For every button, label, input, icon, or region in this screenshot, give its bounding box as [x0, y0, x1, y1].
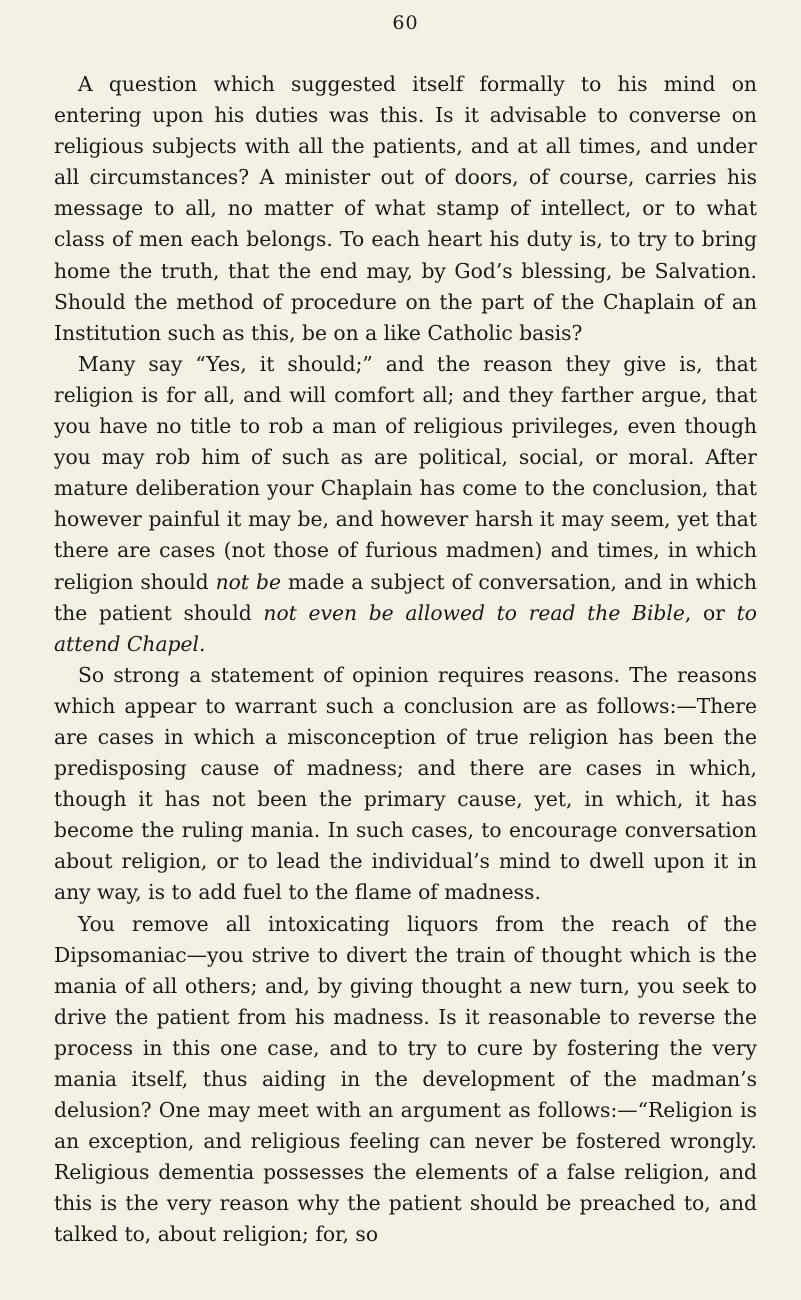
- italic-text: to attend Chapel.: [54, 600, 757, 656]
- italic-text: not even be allowed to read the Bible: [263, 600, 685, 625]
- page-body: [54, 69, 757, 1251]
- paragraph-text: made a subject of conversation, and in which the patient should: [54, 569, 757, 625]
- paragraph: [54, 349, 757, 660]
- italic-text: not be: [215, 569, 282, 594]
- paragraph-text: , or: [684, 600, 737, 625]
- paragraph-text: A question which suggested itself formally to his mind on entering upon his duties was this. Is it advisable to converse on religious subjects with all the patients, and at all times, and under all circumstances? A minister out of doors, of course, carries his message to all, no matter of what stamp of intellect, or to what class of men each belongs. To each heart his duty is, to try to bring home the truth, that the end may, by God’s blessing, be Salvation. Should the method of procedure on the part of the Chaplain of an Institution such as this, be on a like Catholic basis?: [54, 72, 757, 345]
- paragraph: [54, 909, 757, 1251]
- paragraph: [54, 69, 757, 349]
- paragraph-text: So strong a statement of opinion requires reasons. The reasons which appear to warrant such a conclusion are as follows:—There are cases in which a misconception of true religion has been the predisposing cause of madness; and there are cases in which, though it has not been the primary cause, yet, in which, it has become the ruling mania. In such cases, to encourage conversation about religion, or to lead the individual’s mind to dwell upon it in any way, is to add fuel to the flame of madness.: [54, 662, 757, 905]
- paragraph-text: Many say “Yes, it should;” and the reason they give is, that religion is for all, and will comfort all; and they farther argue, that you have no title to rob a man of religious privileges, even though you may rob him of such as are political, social, or moral. After mature deliberation your Chaplain has come to the conclusion, that however painful it may be, and however harsh it may seem, yet that there are cases (not those of furious madmen) and times, in which religion should: [54, 351, 757, 594]
- paragraph-text: You remove all intoxicating liquors from the reach of the Dipsomaniac—you strive to divert the train of thought which is the mania of all others; and, by giving thought a new turn, you seek to drive the patient from his madness. Is it reasonable to reverse the process in this one case, and to try to cure by fostering the very mania itself, thus aiding in the development of the madman’s delusion? One may meet with an argument as follows:—“Religion is an exception, and religious feeling can never be fostered wrongly. Religious dementia possesses the elements of a false religion, and this is the very reason why the patient should be preached to, and talked to, about religion; for, so: [54, 911, 757, 1247]
- page-number: 60: [392, 12, 419, 34]
- paragraph: [54, 660, 757, 909]
